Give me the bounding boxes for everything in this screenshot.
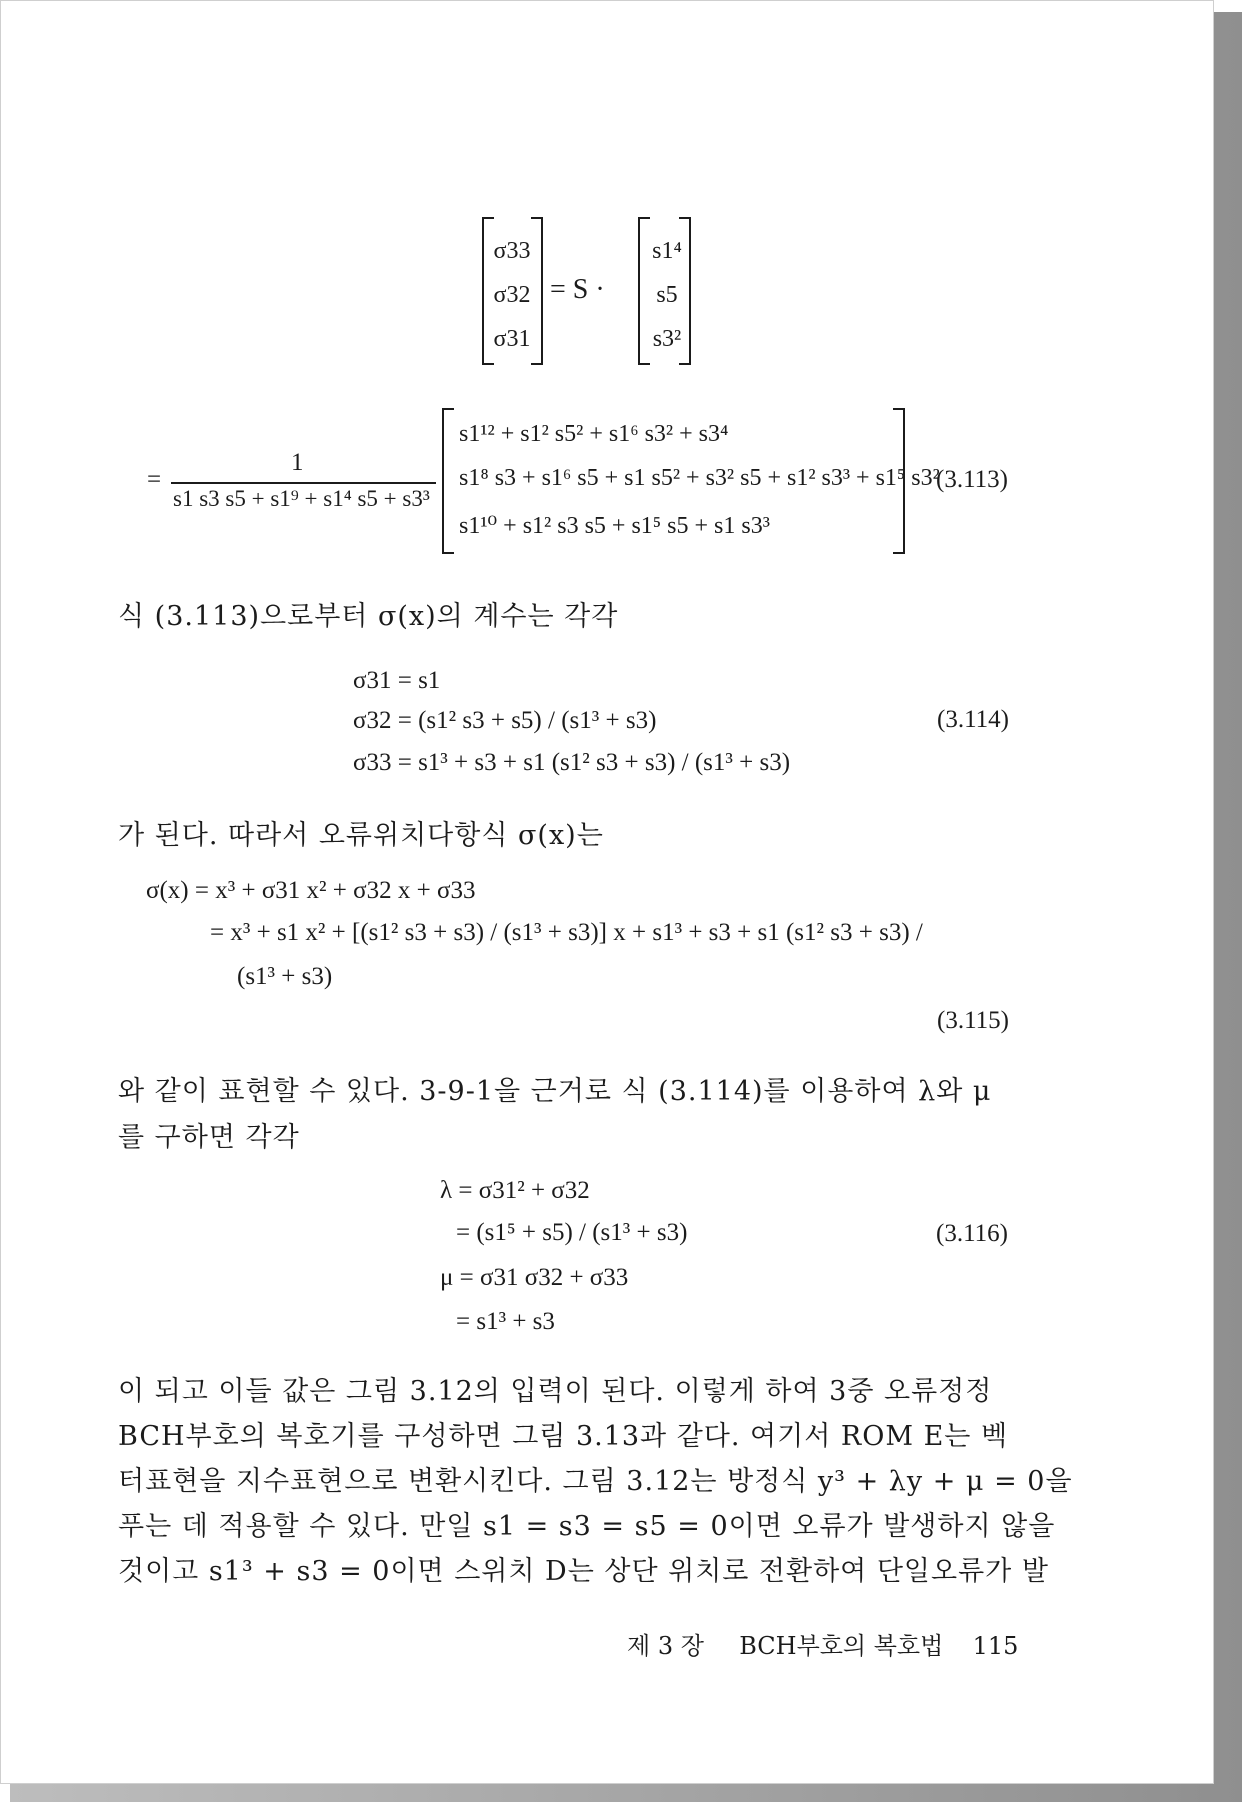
equals-sign: =: [147, 466, 162, 493]
right-bracket: [531, 217, 543, 365]
equation-line: μ = σ31 σ32 + σ33: [440, 1264, 629, 1291]
vector-entry: s1⁴: [652, 238, 682, 264]
fraction-numerator: 1: [291, 449, 304, 476]
vector-entry: σ32: [493, 282, 531, 308]
right-bracket: [893, 408, 905, 554]
equation-line: σ32 = (s1² s3 + s5) / (s1³ + s3): [353, 707, 657, 734]
paragraph-text: 가 된다. 따라서 오류위치다항식 σ(x)는: [118, 820, 604, 851]
vector-entry: σ33: [493, 238, 531, 264]
equation-line: = x³ + s1 x² + [(s1² s3 + s3) / (s1³ + s3)] x + s1³ + s3 + s1 (s1² s3 + s3) /: [210, 919, 923, 946]
fraction-denominator: s1 s3 s5 + s1⁹ + s1⁴ s5 + s3³: [173, 486, 430, 511]
equation-line: (s1³ + s3): [237, 963, 333, 990]
equation-number: (3.116): [936, 1220, 1008, 1247]
paragraph-line: 것이고 s1³ + s3 = 0이면 스위치 D는 상단 위치로 전환하여 단일오류가 발: [118, 1556, 1049, 1587]
fraction-bar: [171, 482, 436, 484]
chapter-label: 제 3 장: [627, 1632, 704, 1660]
equation-line: σ33 = s1³ + s3 + s1 (s1² s3 + s3) / (s1³ + s3): [353, 749, 791, 776]
paragraph-text: 식 (3.113)으로부터 σ(x)의 계수는 각각: [118, 601, 619, 632]
equation-number: (3.113): [936, 466, 1008, 493]
vector-entry: σ31: [493, 326, 531, 352]
equation-line: = s1³ + s3: [456, 1308, 555, 1335]
equation-line: = (s1⁵ + s5) / (s1³ + s3): [456, 1219, 688, 1246]
chapter-title: BCH부호의 복호법: [739, 1632, 944, 1660]
equation-number: (3.114): [937, 706, 1009, 733]
page-number: 115: [972, 1632, 1019, 1660]
vector-entry: s5: [656, 282, 678, 308]
vector-entry: s3²: [652, 326, 682, 352]
equation-line: σ(x) = x³ + σ31 x² + σ32 x + σ33: [146, 877, 476, 904]
running-footer: [627, 1626, 1018, 1661]
paragraph-line: BCH부호의 복호기를 구성하면 그림 3.13과 같다. 여기서 ROM E는 벡: [118, 1421, 1009, 1452]
paragraph-line: 와 같이 표현할 수 있다. 3-9-1을 근거로 식 (3.114)를 이용하여 λ와 μ: [118, 1076, 992, 1107]
matrix-row: s1¹⁰ + s1² s3 s5 + s1⁵ s5 + s1 s3³: [459, 513, 770, 539]
paragraph-line: 를 구하면 각각: [118, 1122, 300, 1153]
matrix-row: s1¹² + s1² s5² + s1⁶ s3² + s3⁴: [459, 421, 729, 447]
equation-line: λ = σ31² + σ32: [440, 1177, 590, 1204]
matrix-operator: = S ·: [550, 274, 605, 305]
right-bracket: [679, 217, 691, 365]
equation-line: σ31 = s1: [353, 667, 441, 694]
equation-number: (3.115): [937, 1007, 1009, 1034]
paragraph-line: 터표현을 지수표현으로 변환시킨다. 그림 3.12는 방정식 y³ + λy + μ = 0을: [118, 1466, 1073, 1497]
paragraph-line: 푸는 데 적용할 수 있다. 만일 s1 = s3 = s5 = 0이면 오류가 발생하지 않을: [118, 1511, 1056, 1542]
paragraph-line: 이 되고 이들 값은 그림 3.12의 입력이 된다. 이렇게 하여 3중 오류정정: [118, 1376, 993, 1407]
sigma-vector: [490, 229, 534, 361]
matrix-row: s1⁸ s3 + s1⁶ s5 + s1 s5² + s3² s5 + s1² s3³ + s1⁵ s3²: [459, 465, 940, 491]
left-bracket: [442, 408, 454, 554]
